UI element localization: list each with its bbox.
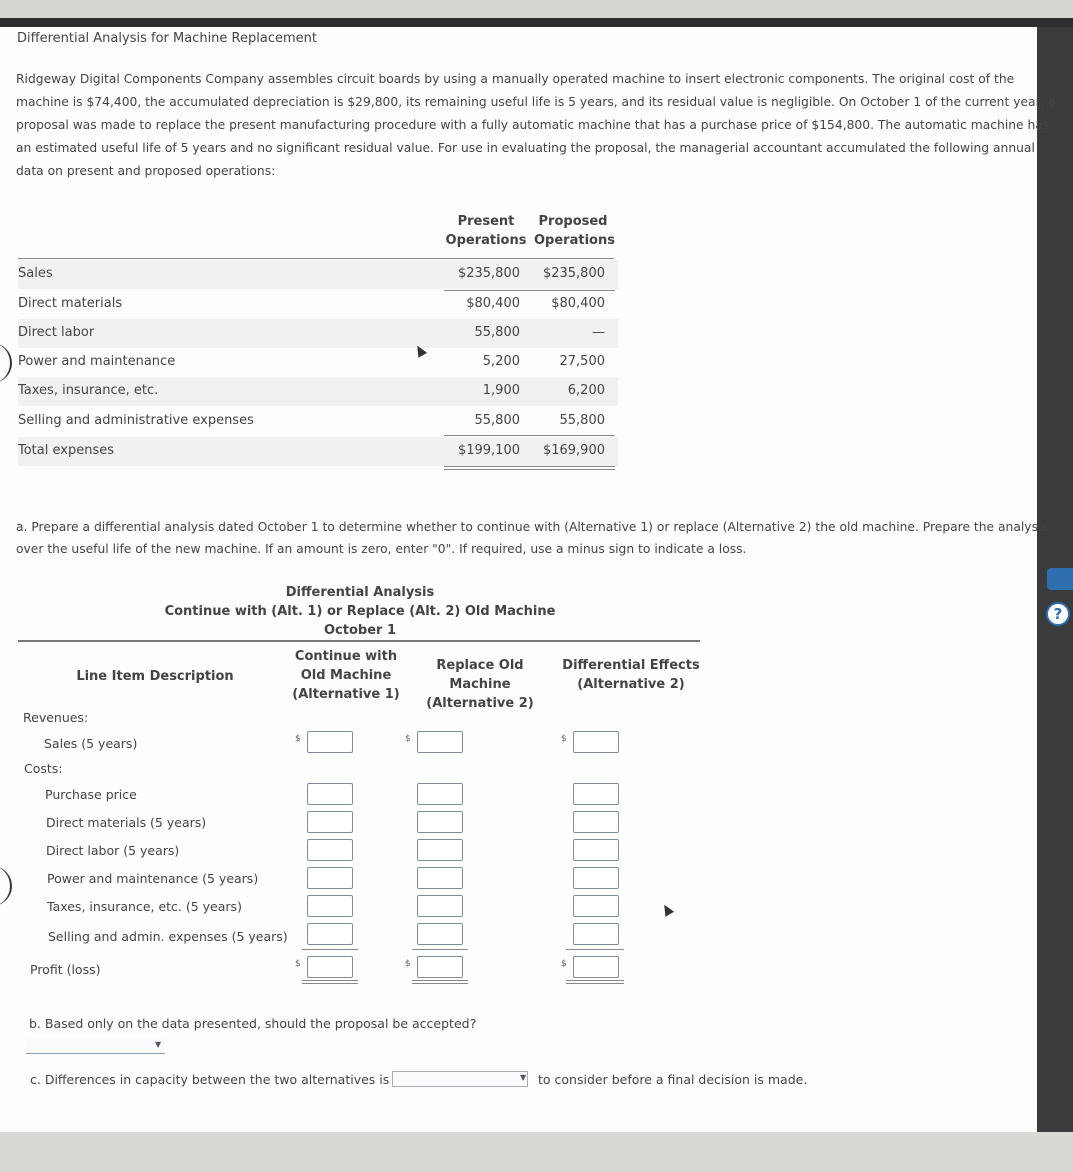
part-c-select[interactable] — [392, 1071, 528, 1087]
data-row-sales: Sales $235,800 $235,800 — [18, 260, 618, 289]
power-maintenance-alt2-input[interactable] — [417, 867, 463, 889]
purchase-price-diff-input[interactable] — [573, 783, 619, 805]
analysis-header-rule — [18, 640, 700, 642]
purchase-price-label: Purchase price — [45, 787, 137, 802]
problem-page — [0, 27, 1037, 1132]
power-maintenance-alt1-input[interactable] — [307, 867, 353, 889]
data-row-direct-labor: Direct labor 55,800 — — [18, 319, 618, 348]
data-row-total-expenses: Total expenses $199,100 $169,900 — [18, 437, 618, 466]
data-row-power-maintenance: Power and maintenance 5,200 27,500 — [18, 354, 605, 369]
direct-labor-diff-input[interactable] — [573, 839, 619, 861]
part-b-select[interactable] — [26, 1038, 165, 1054]
taxes-insurance-diff-input[interactable] — [573, 895, 619, 917]
total-double-underline-1 — [444, 466, 615, 467]
part-c-tail: to consider before a final decision is made. — [538, 1072, 808, 1087]
costs-label: Costs: — [24, 761, 63, 776]
help-icon[interactable]: ? — [1046, 602, 1070, 626]
part-a-instructions: a. Prepare a differential analysis dated October 1 to determine whether to continue with (Alternative 1) or replace (Alternative 2) the old machine. Prepare the analysis over the useful life of the new machine. If an amount is zero, enter "0". If required, use a minus sign to indicate a loss. — [16, 520, 1048, 556]
window-frame-bar — [0, 18, 1073, 27]
sales-alt2-input[interactable] — [417, 731, 463, 753]
problem-title: Differential Analysis for Machine Replacement — [17, 31, 317, 46]
chevron-down-icon: ▼ — [155, 1040, 162, 1049]
alt2-double-rule-2 — [412, 983, 468, 984]
profit-alt2-input[interactable] — [417, 956, 463, 978]
page-bottom-area — [0, 1132, 1073, 1172]
direct-labor-alt2-input[interactable] — [417, 839, 463, 861]
total-double-underline-2 — [444, 469, 615, 470]
direct-materials-alt1-input[interactable] — [307, 811, 353, 833]
selling-admin-diff-input[interactable] — [573, 923, 619, 945]
profit-loss-label: Profit (loss) — [30, 962, 101, 977]
alt2-double-rule-1 — [412, 980, 468, 981]
col-alternative-2: Replace Old Machine (Alternative 2) — [426, 658, 534, 711]
proposed-header: Proposed Operations — [534, 214, 615, 248]
sales-label: Sales (5 years) — [44, 736, 138, 751]
dollar-sign: $ — [405, 959, 411, 969]
selling-admin-label: Selling and admin. expenses (5 years) — [48, 929, 288, 944]
analysis-title: Differential Analysis — [285, 585, 435, 600]
browser-top-strip — [0, 0, 1073, 18]
direct-materials-label: Direct materials (5 years) — [46, 815, 207, 830]
taxes-insurance-alt1-input[interactable] — [307, 895, 353, 917]
revenues-label: Revenues: — [23, 710, 89, 725]
profit-diff-input[interactable] — [573, 956, 619, 978]
data-row-taxes-insurance: Taxes, insurance, etc. 1,900 6,200 — [18, 377, 618, 406]
col-alternative-1: Continue with Old Machine (Alternative 1) — [292, 649, 400, 702]
power-maintenance-label: Power and maintenance (5 years) — [47, 871, 259, 886]
direct-labor-alt1-input[interactable] — [307, 839, 353, 861]
analysis-subtitle: Continue with (Alt. 1) or Replace (Alt. 2) Old Machine — [164, 604, 556, 619]
chevron-down-icon: ▼ — [520, 1073, 527, 1082]
alt1-sum-rule — [302, 949, 358, 950]
purchase-price-alt2-input[interactable] — [417, 783, 463, 805]
total-overline — [444, 435, 615, 436]
rail-tab-button[interactable] — [1047, 568, 1073, 590]
present-header: Present Operations — [445, 214, 527, 248]
alt2-sum-rule — [412, 949, 468, 950]
taxes-insurance-alt2-input[interactable] — [417, 895, 463, 917]
analysis-date: October 1 — [323, 623, 396, 638]
diff-sum-rule — [566, 949, 624, 950]
part-b-question: b. Based only on the data presented, should the proposal be accepted? — [29, 1016, 477, 1031]
sales-diff-input[interactable] — [573, 731, 619, 753]
sales-alt1-input[interactable] — [307, 731, 353, 753]
data-row-direct-materials: Direct materials $80,400 $80,400 — [18, 296, 605, 311]
problem-intro: Ridgeway Digital Components Company assembles circuit boards by using a manually operated machine to insert electronic components. The original cost of the machine is $74,400, the accumulated depreciation is $29,800, its remaining useful life is 5 years, and its residual value is negligible. On October 1 of the current year, a proposal was made to replace the present manufacturing procedure with a fully automatic machine that has a purchase price of $154,800. The automatic machine has an estimated useful life of 5 years and no significant residual value. For use in evaluating the proposal, the managerial accountant accumulated the following annual data on present and proposed operations: — [16, 72, 1056, 178]
col-differential-effects: Differential Effects (Alternative 2) — [562, 658, 700, 692]
dollar-sign: $ — [295, 959, 301, 969]
alt1-double-rule-1 — [302, 980, 358, 981]
selling-admin-alt2-input[interactable] — [417, 923, 463, 945]
power-maintenance-diff-input[interactable] — [573, 867, 619, 889]
taxes-insurance-label: Taxes, insurance, etc. (5 years) — [47, 899, 242, 914]
direct-materials-diff-input[interactable] — [573, 811, 619, 833]
alt1-double-rule-2 — [302, 983, 358, 984]
profit-alt1-input[interactable] — [307, 956, 353, 978]
dollar-sign: $ — [561, 734, 567, 744]
diff-double-rule-2 — [566, 983, 624, 984]
part-c-lead: c. Differences in capacity between the two alternatives is — [30, 1072, 390, 1087]
selling-admin-alt1-input[interactable] — [307, 923, 353, 945]
purchase-price-alt1-input[interactable] — [307, 783, 353, 805]
dollar-sign: $ — [295, 734, 301, 744]
diff-double-rule-1 — [566, 980, 624, 981]
dollar-sign: $ — [561, 959, 567, 969]
header-divider — [18, 258, 614, 259]
dollar-sign: $ — [405, 734, 411, 744]
data-row-selling-admin: Selling and administrative expenses 55,800 55,800 — [18, 413, 605, 428]
direct-labor-label: Direct labor (5 years) — [46, 843, 180, 858]
direct-materials-alt2-input[interactable] — [417, 811, 463, 833]
col-line-item-description: Line Item Description — [76, 669, 234, 684]
